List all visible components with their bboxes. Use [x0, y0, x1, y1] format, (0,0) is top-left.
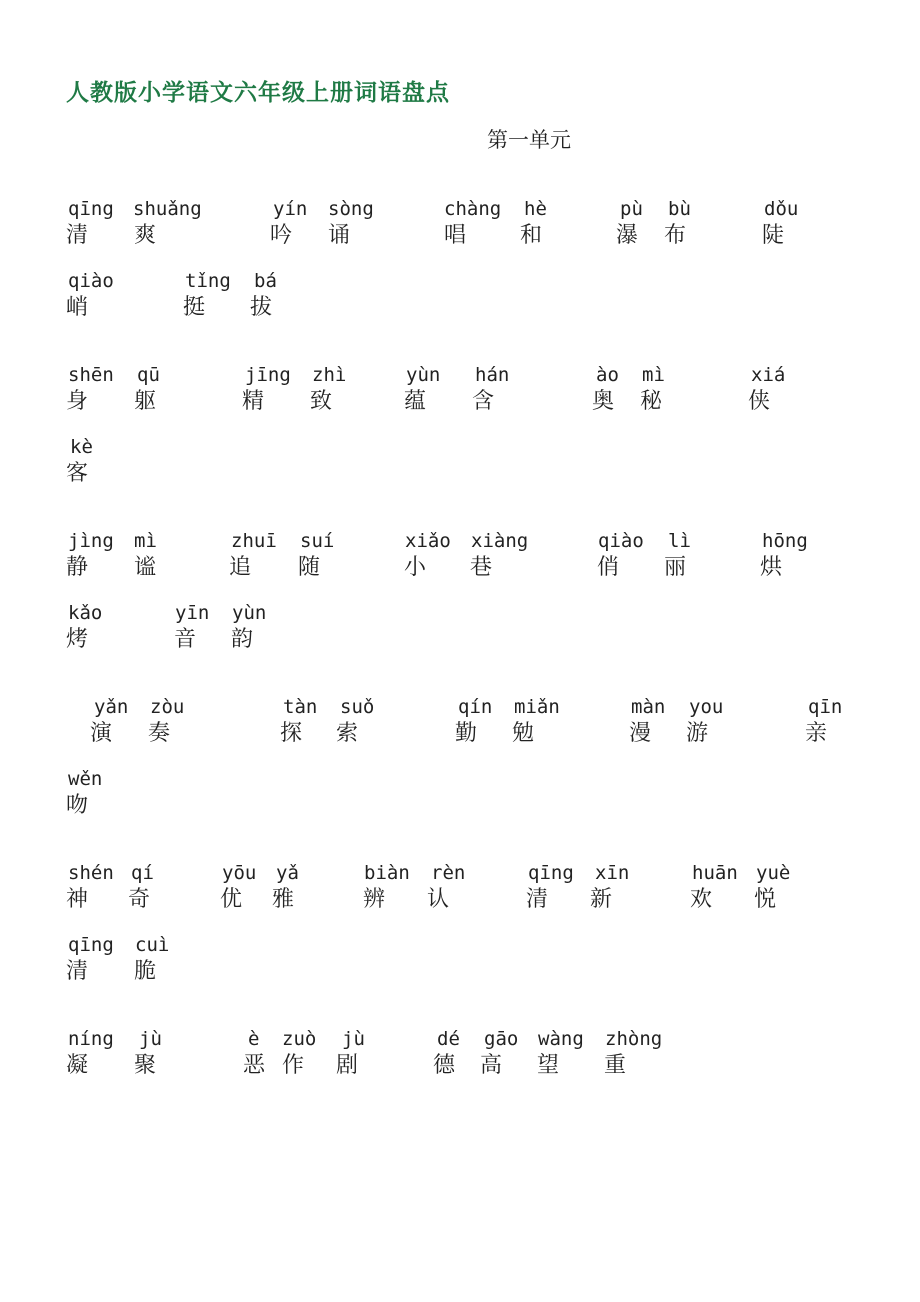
pinyin: níng — [68, 1028, 114, 1050]
vocab-line — [0, 198, 920, 254]
hanzi: 烘 — [760, 555, 783, 580]
hanzi: 和 — [520, 223, 543, 248]
hanzi: 躯 — [134, 389, 157, 414]
pinyin: jìng — [68, 530, 114, 552]
vocab-line — [0, 934, 920, 990]
pinyin: rèn — [431, 862, 466, 884]
hanzi: 音 — [174, 627, 197, 652]
pinyin: dǒu — [764, 198, 799, 220]
pinyin: gāo — [484, 1028, 519, 1050]
pinyin: jù — [139, 1028, 162, 1050]
pinyin: bù — [668, 198, 691, 220]
hanzi: 新 — [590, 887, 613, 912]
hanzi: 脆 — [134, 959, 157, 984]
hanzi: 辨 — [363, 887, 386, 912]
pinyin: yīn — [175, 602, 210, 624]
pinyin: yùn — [232, 602, 267, 624]
pinyin: qín — [458, 696, 493, 718]
pinyin: qí — [131, 862, 154, 884]
hanzi: 作 — [282, 1053, 305, 1078]
pinyin: shēn — [68, 364, 114, 386]
pinyin: yín — [273, 198, 308, 220]
pinyin: cuì — [135, 934, 170, 956]
vocab-line — [0, 768, 920, 824]
pinyin: zhuī — [231, 530, 277, 552]
pinyin: zòu — [150, 696, 185, 718]
hanzi: 爽 — [134, 223, 157, 248]
hanzi: 剧 — [336, 1053, 359, 1078]
hanzi: 恶 — [243, 1053, 266, 1078]
hanzi: 欢 — [690, 887, 713, 912]
hanzi: 身 — [66, 389, 89, 414]
pinyin: qiào — [68, 270, 114, 292]
pinyin: xiàng — [471, 530, 529, 552]
pinyin: wàng — [538, 1028, 584, 1050]
hanzi: 巷 — [470, 555, 493, 580]
hanzi: 奇 — [128, 887, 151, 912]
hanzi: 致 — [310, 389, 333, 414]
pinyin: yǎ — [276, 862, 299, 884]
pinyin: chàng — [444, 198, 502, 220]
hanzi: 漫 — [629, 721, 652, 746]
pinyin: tàn — [283, 696, 318, 718]
pinyin: xīn — [595, 862, 630, 884]
pinyin: yuè — [756, 862, 791, 884]
vocab-line — [0, 696, 920, 752]
hanzi: 清 — [66, 223, 89, 248]
unit-heading: 第一单元 — [487, 128, 571, 152]
pinyin: biàn — [364, 862, 410, 884]
hanzi: 吻 — [66, 793, 89, 818]
pinyin: huān — [692, 862, 738, 884]
pinyin: wěn — [68, 768, 103, 790]
hanzi: 索 — [336, 721, 359, 746]
vocab-line — [0, 862, 920, 918]
hanzi: 峭 — [66, 295, 89, 320]
pinyin: mì — [134, 530, 157, 552]
pinyin: suí — [300, 530, 335, 552]
pinyin: zuò — [282, 1028, 317, 1050]
hanzi: 随 — [298, 555, 321, 580]
pinyin: hè — [524, 198, 547, 220]
pinyin: shuǎng — [133, 198, 202, 220]
pinyin: hán — [475, 364, 510, 386]
pinyin: kè — [70, 436, 93, 458]
hanzi: 悦 — [754, 887, 777, 912]
pinyin: qīng — [68, 934, 114, 956]
pinyin: xiá — [751, 364, 786, 386]
hanzi: 秘 — [640, 389, 663, 414]
hanzi: 挺 — [183, 295, 206, 320]
pinyin: you — [689, 696, 724, 718]
pinyin: yùn — [406, 364, 441, 386]
hanzi: 演 — [90, 721, 113, 746]
pinyin: kǎo — [68, 602, 103, 624]
hanzi: 含 — [472, 389, 495, 414]
pinyin: qīn — [808, 696, 843, 718]
hanzi: 重 — [604, 1053, 627, 1078]
hanzi: 唱 — [444, 223, 467, 248]
pinyin: jù — [342, 1028, 365, 1050]
hanzi: 清 — [526, 887, 549, 912]
pinyin: suǒ — [340, 696, 375, 718]
hanzi: 清 — [66, 959, 89, 984]
hanzi: 韵 — [231, 627, 254, 652]
pinyin: tǐng — [185, 270, 231, 292]
pinyin: yǎn — [94, 696, 129, 718]
hanzi: 勤 — [455, 721, 478, 746]
pinyin: hōng — [762, 530, 808, 552]
pinyin: mì — [642, 364, 665, 386]
vocab-line — [0, 436, 920, 492]
pinyin: qīng — [68, 198, 114, 220]
pinyin: shén — [68, 862, 114, 884]
vocab-line — [0, 602, 920, 658]
hanzi: 俏 — [597, 555, 620, 580]
hanzi: 静 — [66, 555, 89, 580]
hanzi: 探 — [280, 721, 303, 746]
pinyin: lì — [668, 530, 691, 552]
hanzi: 认 — [427, 887, 450, 912]
hanzi: 亲 — [805, 721, 828, 746]
vocab-line — [0, 270, 920, 326]
hanzi: 勉 — [512, 721, 535, 746]
pinyin: zhòng — [605, 1028, 663, 1050]
hanzi: 侠 — [748, 389, 771, 414]
pinyin: pù — [620, 198, 643, 220]
hanzi: 望 — [537, 1053, 560, 1078]
pinyin: qiào — [598, 530, 644, 552]
hanzi: 烤 — [66, 627, 89, 652]
pinyin: sòng — [328, 198, 374, 220]
hanzi: 谧 — [134, 555, 157, 580]
hanzi: 拔 — [250, 295, 273, 320]
hanzi: 凝 — [66, 1053, 89, 1078]
pinyin: miǎn — [514, 696, 560, 718]
hanzi: 精 — [242, 389, 265, 414]
hanzi: 神 — [66, 887, 89, 912]
vocab-line — [0, 530, 920, 586]
hanzi: 小 — [404, 555, 427, 580]
vocab-line — [0, 364, 920, 420]
pinyin: dé — [437, 1028, 460, 1050]
hanzi: 布 — [664, 223, 687, 248]
hanzi: 诵 — [328, 223, 351, 248]
hanzi: 瀑 — [616, 223, 639, 248]
pinyin: qīng — [528, 862, 574, 884]
hanzi: 客 — [66, 461, 89, 486]
pinyin: bá — [254, 270, 277, 292]
hanzi: 高 — [480, 1053, 503, 1078]
pinyin: jīng — [245, 364, 291, 386]
hanzi: 奏 — [148, 721, 171, 746]
hanzi: 陡 — [762, 223, 785, 248]
pinyin: è — [248, 1028, 260, 1050]
hanzi: 优 — [220, 887, 243, 912]
pinyin: ào — [596, 364, 619, 386]
pinyin: xiǎo — [405, 530, 451, 552]
hanzi: 雅 — [272, 887, 295, 912]
pinyin: yōu — [222, 862, 257, 884]
hanzi: 吟 — [270, 223, 293, 248]
hanzi: 蕴 — [404, 389, 427, 414]
hanzi: 德 — [433, 1053, 456, 1078]
hanzi: 聚 — [134, 1053, 157, 1078]
pinyin: màn — [631, 696, 666, 718]
page-title: 人教版小学语文六年级上册词语盘点 — [66, 80, 450, 106]
hanzi: 奥 — [592, 389, 615, 414]
hanzi: 追 — [229, 555, 252, 580]
hanzi: 游 — [686, 721, 709, 746]
pinyin: zhì — [312, 364, 347, 386]
pinyin: qū — [137, 364, 160, 386]
hanzi: 丽 — [664, 555, 687, 580]
vocab-line — [0, 1028, 920, 1084]
